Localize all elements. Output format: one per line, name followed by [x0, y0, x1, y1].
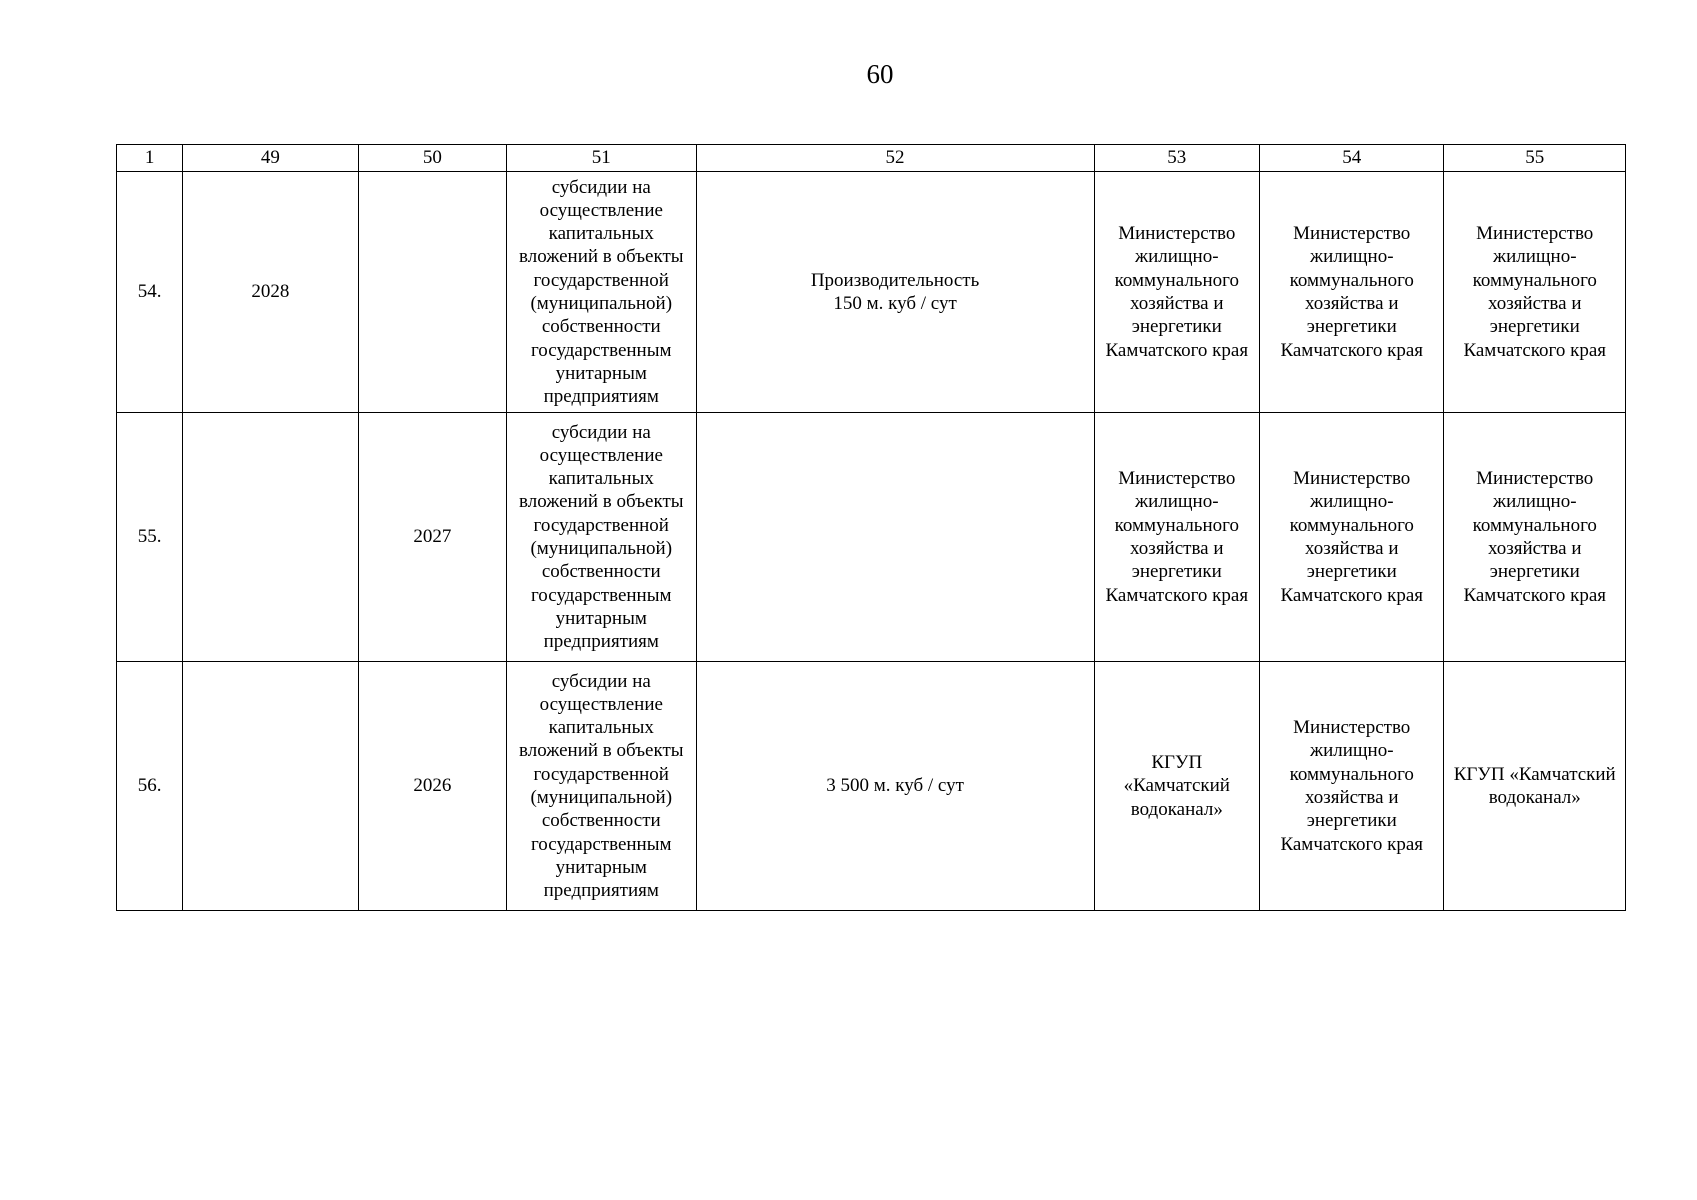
cell-col-51: субсидии на осуществление капитальных вложений в объекты государственной (муниципальной) собственности государственным унитарным предприятиям	[507, 172, 697, 413]
cell-col-54: Министерство жилищно- коммунального хозяйства и энергетики Камчатского края	[1260, 662, 1444, 911]
row-number-cell: 56.	[117, 662, 183, 911]
cell-col-54: Министерство жилищно- коммунального хозяйства и энергетики Камчатского края	[1260, 172, 1444, 413]
cell-col-52: Производительность 150 м. куб / сут	[696, 172, 1094, 413]
cell-col-51: субсидии на осуществление капитальных вложений в объекты государственной (муниципальной) собственности государственным унитарным предприятиям	[507, 413, 697, 662]
row-number-cell: 54.	[117, 172, 183, 413]
cell-col-50: 2027	[358, 413, 506, 662]
table-row	[117, 172, 1626, 413]
cell-col-51: субсидии на осуществление капитальных вложений в объекты государственной (муниципальной) собственности государственным унитарным предприятиям	[507, 662, 697, 911]
cell-col-49	[183, 413, 358, 662]
cell-col-55: КГУП «Камчатский водоканал»	[1444, 662, 1626, 911]
cell-col-54: Министерство жилищно- коммунального хозяйства и энергетики Камчатского края	[1260, 413, 1444, 662]
header-cell-53: 53	[1094, 145, 1259, 172]
header-cell-55: 55	[1444, 145, 1626, 172]
table-row	[117, 413, 1626, 662]
cell-col-53: Министерство жилищно- коммунального хозяйства и энергетики Камчатского края	[1094, 172, 1259, 413]
cell-col-55: Министерство жилищно- коммунального хозяйства и энергетики Камчатского края	[1444, 413, 1626, 662]
cell-col-55: Министерство жилищно- коммунального хозяйства и энергетики Камчатского края	[1444, 172, 1626, 413]
header-cell-1: 1	[117, 145, 183, 172]
cell-col-50: 2026	[358, 662, 506, 911]
cell-col-53: Министерство жилищно- коммунального хозяйства и энергетики Камчатского края	[1094, 413, 1259, 662]
header-cell-54: 54	[1260, 145, 1444, 172]
cell-col-49	[183, 662, 358, 911]
header-cell-50: 50	[358, 145, 506, 172]
header-cell-51: 51	[507, 145, 697, 172]
header-cell-52: 52	[696, 145, 1094, 172]
table-header-row	[117, 145, 1626, 172]
page-number: 60	[866, 59, 894, 89]
cell-col-53: КГУП «Камчатский водоканал»	[1094, 662, 1259, 911]
cell-col-49: 2028	[183, 172, 358, 413]
data-table	[116, 144, 1626, 911]
header-cell-49: 49	[183, 145, 358, 172]
cell-col-52	[696, 413, 1094, 662]
table-row	[117, 662, 1626, 911]
cell-col-52: 3 500 м. куб / сут	[696, 662, 1094, 911]
row-number-cell: 55.	[117, 413, 183, 662]
cell-col-50	[358, 172, 506, 413]
